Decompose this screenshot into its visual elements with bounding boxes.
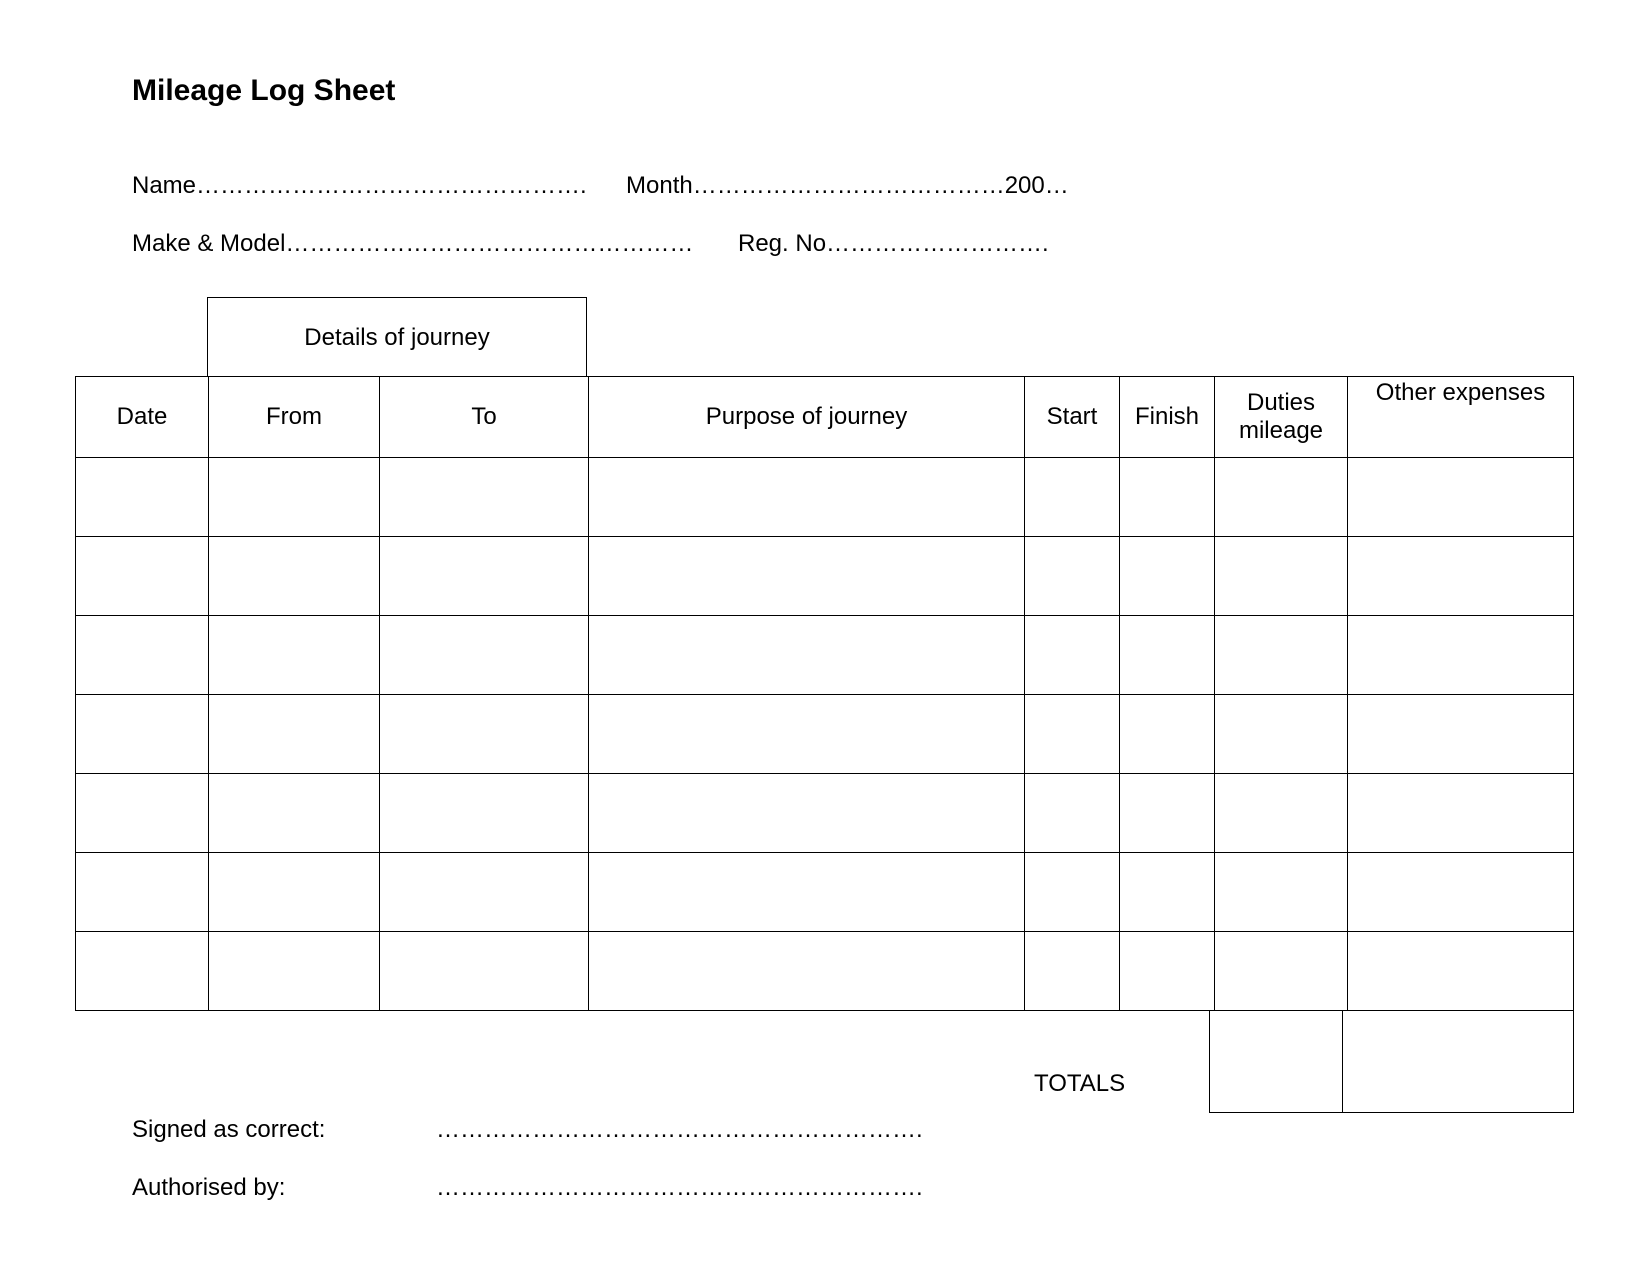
cell-other-expenses[interactable] xyxy=(1348,537,1574,616)
column-header-date: Date xyxy=(76,377,209,458)
cell-finish[interactable] xyxy=(1120,537,1215,616)
table-header-row xyxy=(76,377,1574,458)
totals-row xyxy=(1210,1011,1574,1113)
cell-date[interactable] xyxy=(76,458,209,537)
cell-to[interactable] xyxy=(380,458,589,537)
mileage-log-table xyxy=(75,376,1574,1011)
totals-table xyxy=(1209,1011,1574,1113)
cell-to[interactable] xyxy=(380,537,589,616)
cell-other-expenses[interactable] xyxy=(1348,458,1574,537)
signed-as-correct-line[interactable]: ……………………………………………………. xyxy=(436,1116,923,1143)
cell-start[interactable] xyxy=(1025,774,1120,853)
month-field[interactable]: Month…………………………………200… xyxy=(626,172,1069,199)
cell-finish[interactable] xyxy=(1120,695,1215,774)
cell-purpose[interactable] xyxy=(589,616,1025,695)
cell-finish[interactable] xyxy=(1120,853,1215,932)
cell-date[interactable] xyxy=(76,695,209,774)
table-row xyxy=(76,932,1574,1011)
cell-from[interactable] xyxy=(209,853,380,932)
details-of-journey-label: Details of journey xyxy=(304,323,490,351)
column-header-start: Start xyxy=(1025,377,1120,458)
authorised-by-line[interactable]: ……………………………………………………. xyxy=(436,1174,923,1201)
table-row xyxy=(76,695,1574,774)
column-header-other-expenses: Other expenses xyxy=(1348,377,1574,458)
column-header-finish: Finish xyxy=(1120,377,1215,458)
cell-start[interactable] xyxy=(1025,695,1120,774)
totals-label: TOTALS xyxy=(1034,1070,1126,1097)
details-of-journey-header xyxy=(207,297,587,377)
column-header-from: From xyxy=(209,377,380,458)
cell-date[interactable] xyxy=(76,774,209,853)
column-header-purpose: Purpose of journey xyxy=(589,377,1025,458)
cell-from[interactable] xyxy=(209,695,380,774)
total-other-expenses-cell[interactable] xyxy=(1343,1011,1574,1113)
cell-from[interactable] xyxy=(209,458,380,537)
reg-no-field[interactable]: Reg. No………………………. xyxy=(738,230,1049,257)
table-row xyxy=(76,853,1574,932)
cell-start[interactable] xyxy=(1025,458,1120,537)
cell-finish[interactable] xyxy=(1120,774,1215,853)
cell-purpose[interactable] xyxy=(589,853,1025,932)
cell-from[interactable] xyxy=(209,537,380,616)
cell-date[interactable] xyxy=(76,932,209,1011)
total-duties-mileage-cell[interactable] xyxy=(1210,1011,1343,1113)
cell-duties-mileage[interactable] xyxy=(1215,458,1348,537)
cell-start[interactable] xyxy=(1025,537,1120,616)
cell-finish[interactable] xyxy=(1120,458,1215,537)
column-header-to: To xyxy=(380,377,589,458)
table-row xyxy=(76,537,1574,616)
cell-purpose[interactable] xyxy=(589,458,1025,537)
cell-duties-mileage[interactable] xyxy=(1215,774,1348,853)
cell-finish[interactable] xyxy=(1120,932,1215,1011)
cell-from[interactable] xyxy=(209,932,380,1011)
column-header-duties-mileage: Duties mileage xyxy=(1215,377,1348,458)
authorised-by-label: Authorised by: xyxy=(132,1174,286,1201)
name-field[interactable]: Name…………………………………………. xyxy=(132,172,587,199)
cell-date[interactable] xyxy=(76,853,209,932)
cell-to[interactable] xyxy=(380,774,589,853)
cell-other-expenses[interactable] xyxy=(1348,932,1574,1011)
table-row xyxy=(76,458,1574,537)
cell-other-expenses[interactable] xyxy=(1348,616,1574,695)
cell-other-expenses[interactable] xyxy=(1348,695,1574,774)
table-row xyxy=(76,616,1574,695)
cell-purpose[interactable] xyxy=(589,537,1025,616)
cell-start[interactable] xyxy=(1025,616,1120,695)
table-body xyxy=(76,458,1574,1011)
cell-duties-mileage[interactable] xyxy=(1215,537,1348,616)
signed-as-correct-label: Signed as correct: xyxy=(132,1116,326,1143)
table-row xyxy=(76,774,1574,853)
cell-duties-mileage[interactable] xyxy=(1215,695,1348,774)
cell-to[interactable] xyxy=(380,853,589,932)
cell-other-expenses[interactable] xyxy=(1348,853,1574,932)
cell-start[interactable] xyxy=(1025,853,1120,932)
cell-to[interactable] xyxy=(380,695,589,774)
cell-finish[interactable] xyxy=(1120,616,1215,695)
cell-duties-mileage[interactable] xyxy=(1215,932,1348,1011)
page-title: Mileage Log Sheet xyxy=(132,74,396,107)
cell-from[interactable] xyxy=(209,616,380,695)
cell-purpose[interactable] xyxy=(589,932,1025,1011)
cell-to[interactable] xyxy=(380,616,589,695)
cell-other-expenses[interactable] xyxy=(1348,774,1574,853)
cell-purpose[interactable] xyxy=(589,774,1025,853)
make-model-field[interactable]: Make & Model…………………………………………… xyxy=(132,230,694,257)
cell-from[interactable] xyxy=(209,774,380,853)
cell-date[interactable] xyxy=(76,537,209,616)
cell-start[interactable] xyxy=(1025,932,1120,1011)
cell-purpose[interactable] xyxy=(589,695,1025,774)
cell-date[interactable] xyxy=(76,616,209,695)
cell-duties-mileage[interactable] xyxy=(1215,853,1348,932)
cell-duties-mileage[interactable] xyxy=(1215,616,1348,695)
cell-to[interactable] xyxy=(380,932,589,1011)
